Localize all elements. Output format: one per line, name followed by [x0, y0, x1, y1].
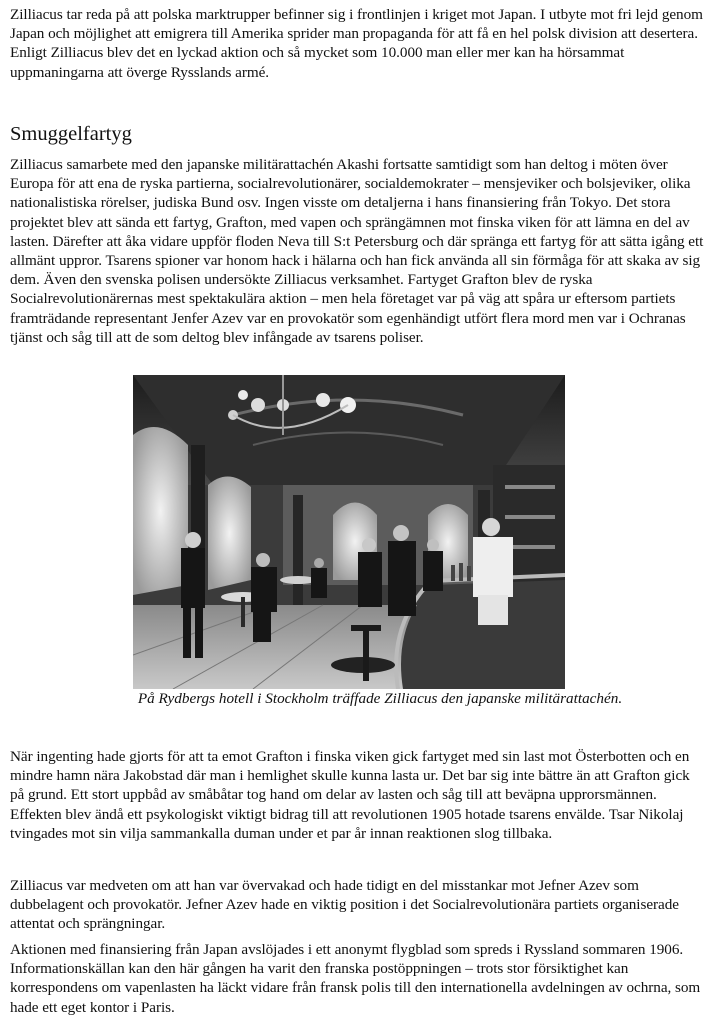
section-paragraph: Zilliacus samarbete med den japanske militärattachén Akashi fortsatte samtidigt som han deltog i möten över Europa för att ena de ryska partierna, socialrevolutionärer, socialdemokrater – mensjeviker och bolsjeviker, olika nationalistiska rörelser, judiska Bund osv. Ingen visste om detaljerna i hans finansiering från Tokyo. Det stora projektet blev att sända ett fartyg, Grafton, med vapen och sprängämnen mot finska viken för att lämna en del av lasten. Därefter att åka vidare uppför floden Neva till S:t Petersburg och där spränga ett fartyg för att sätta igång ett allmänt uppror. Tsarens spioner var honom hack i hälarna och han fick använda all sin förmåga för att skaka av sig dem. Även den svenska polisen undersökte Zilliacus verksamhet. Fartyget Grafton blev de ryska Socialrevolutionärernas mest spektakulära aktion – men hela företaget var på väg att spåra ur eftersom partiets framträdande representant Jenfer Azev var en provokatör som egenhändigt utfört flera mord men var i Ochranas tjänst och såg till att de som deltog blev infångade av tsarens poliser.	[10, 156, 704, 346]
grafton-paragraph: När ingenting hade gjorts för att ta emot Grafton i finska viken gick fartyget med sin last mot Österbotten och en mindre hamn nära Jakobstad där man i hemlighet skulle kunna lasta ur. Det bar sig inte bättre än att Grafton gick på grund. Ett stort uppbåd av småbåtar tog hand om delar av lasten och såg till att beväpna upprorsmännen. Effekten blev ändå ett psykologiskt viktigt bidrag till att revolutionen 1905 hotade tsarens envälde. Tsar Nikolaj tvingades mot sin vilja sammankalla duman under et par år innan reaktionen slog tillbaka.	[10, 748, 690, 842]
intro-paragraph: Zilliacus tar reda på att polska marktrupper befinner sig i frontlinjen i kriget mot Japan. I utbyte mot fri lejd genom Japan och möjlighet att emigrera till Amerika sprider man propaganda för att få en hel polsk division att desertera. Enligt Zilliacus blev det en lyckad aktion och så mycket som 10.000 man eller mer kan ha hörsammat uppmaningarna att överge Rysslands armé.	[10, 6, 703, 81]
photo-caption: På Rydbergs hotell i Stockholm träffade Zilliacus den japanske militärattachén.	[137, 690, 623, 707]
azev-paragraph: Zilliacus var medveten om att han var övervakad och hade tidigt en del misstankar mot Jefner Azev som dubbelagent och provokatör. Jefner Azev hade en viktig position i det Socialrevolutionära partiets organiserade attentat och sprängningar.	[10, 877, 679, 933]
hotel-bar-photo	[133, 375, 565, 689]
section-heading: Smuggelfartyg	[10, 123, 132, 145]
flyer-paragraph: Aktionen med finansiering från Japan avslöjades i ett anonymt flygblad som spreds i Ryssland sommaren 1906. Informationskällan kan den här gången ha varit den franska postöppningen – trots stor försiktighet kan korrespondens om vapenlasten ha läckt vidare från fransk polis till den internationella avdelningen av ochrna, som hade ett eget kontor i Paris.	[10, 941, 701, 1016]
